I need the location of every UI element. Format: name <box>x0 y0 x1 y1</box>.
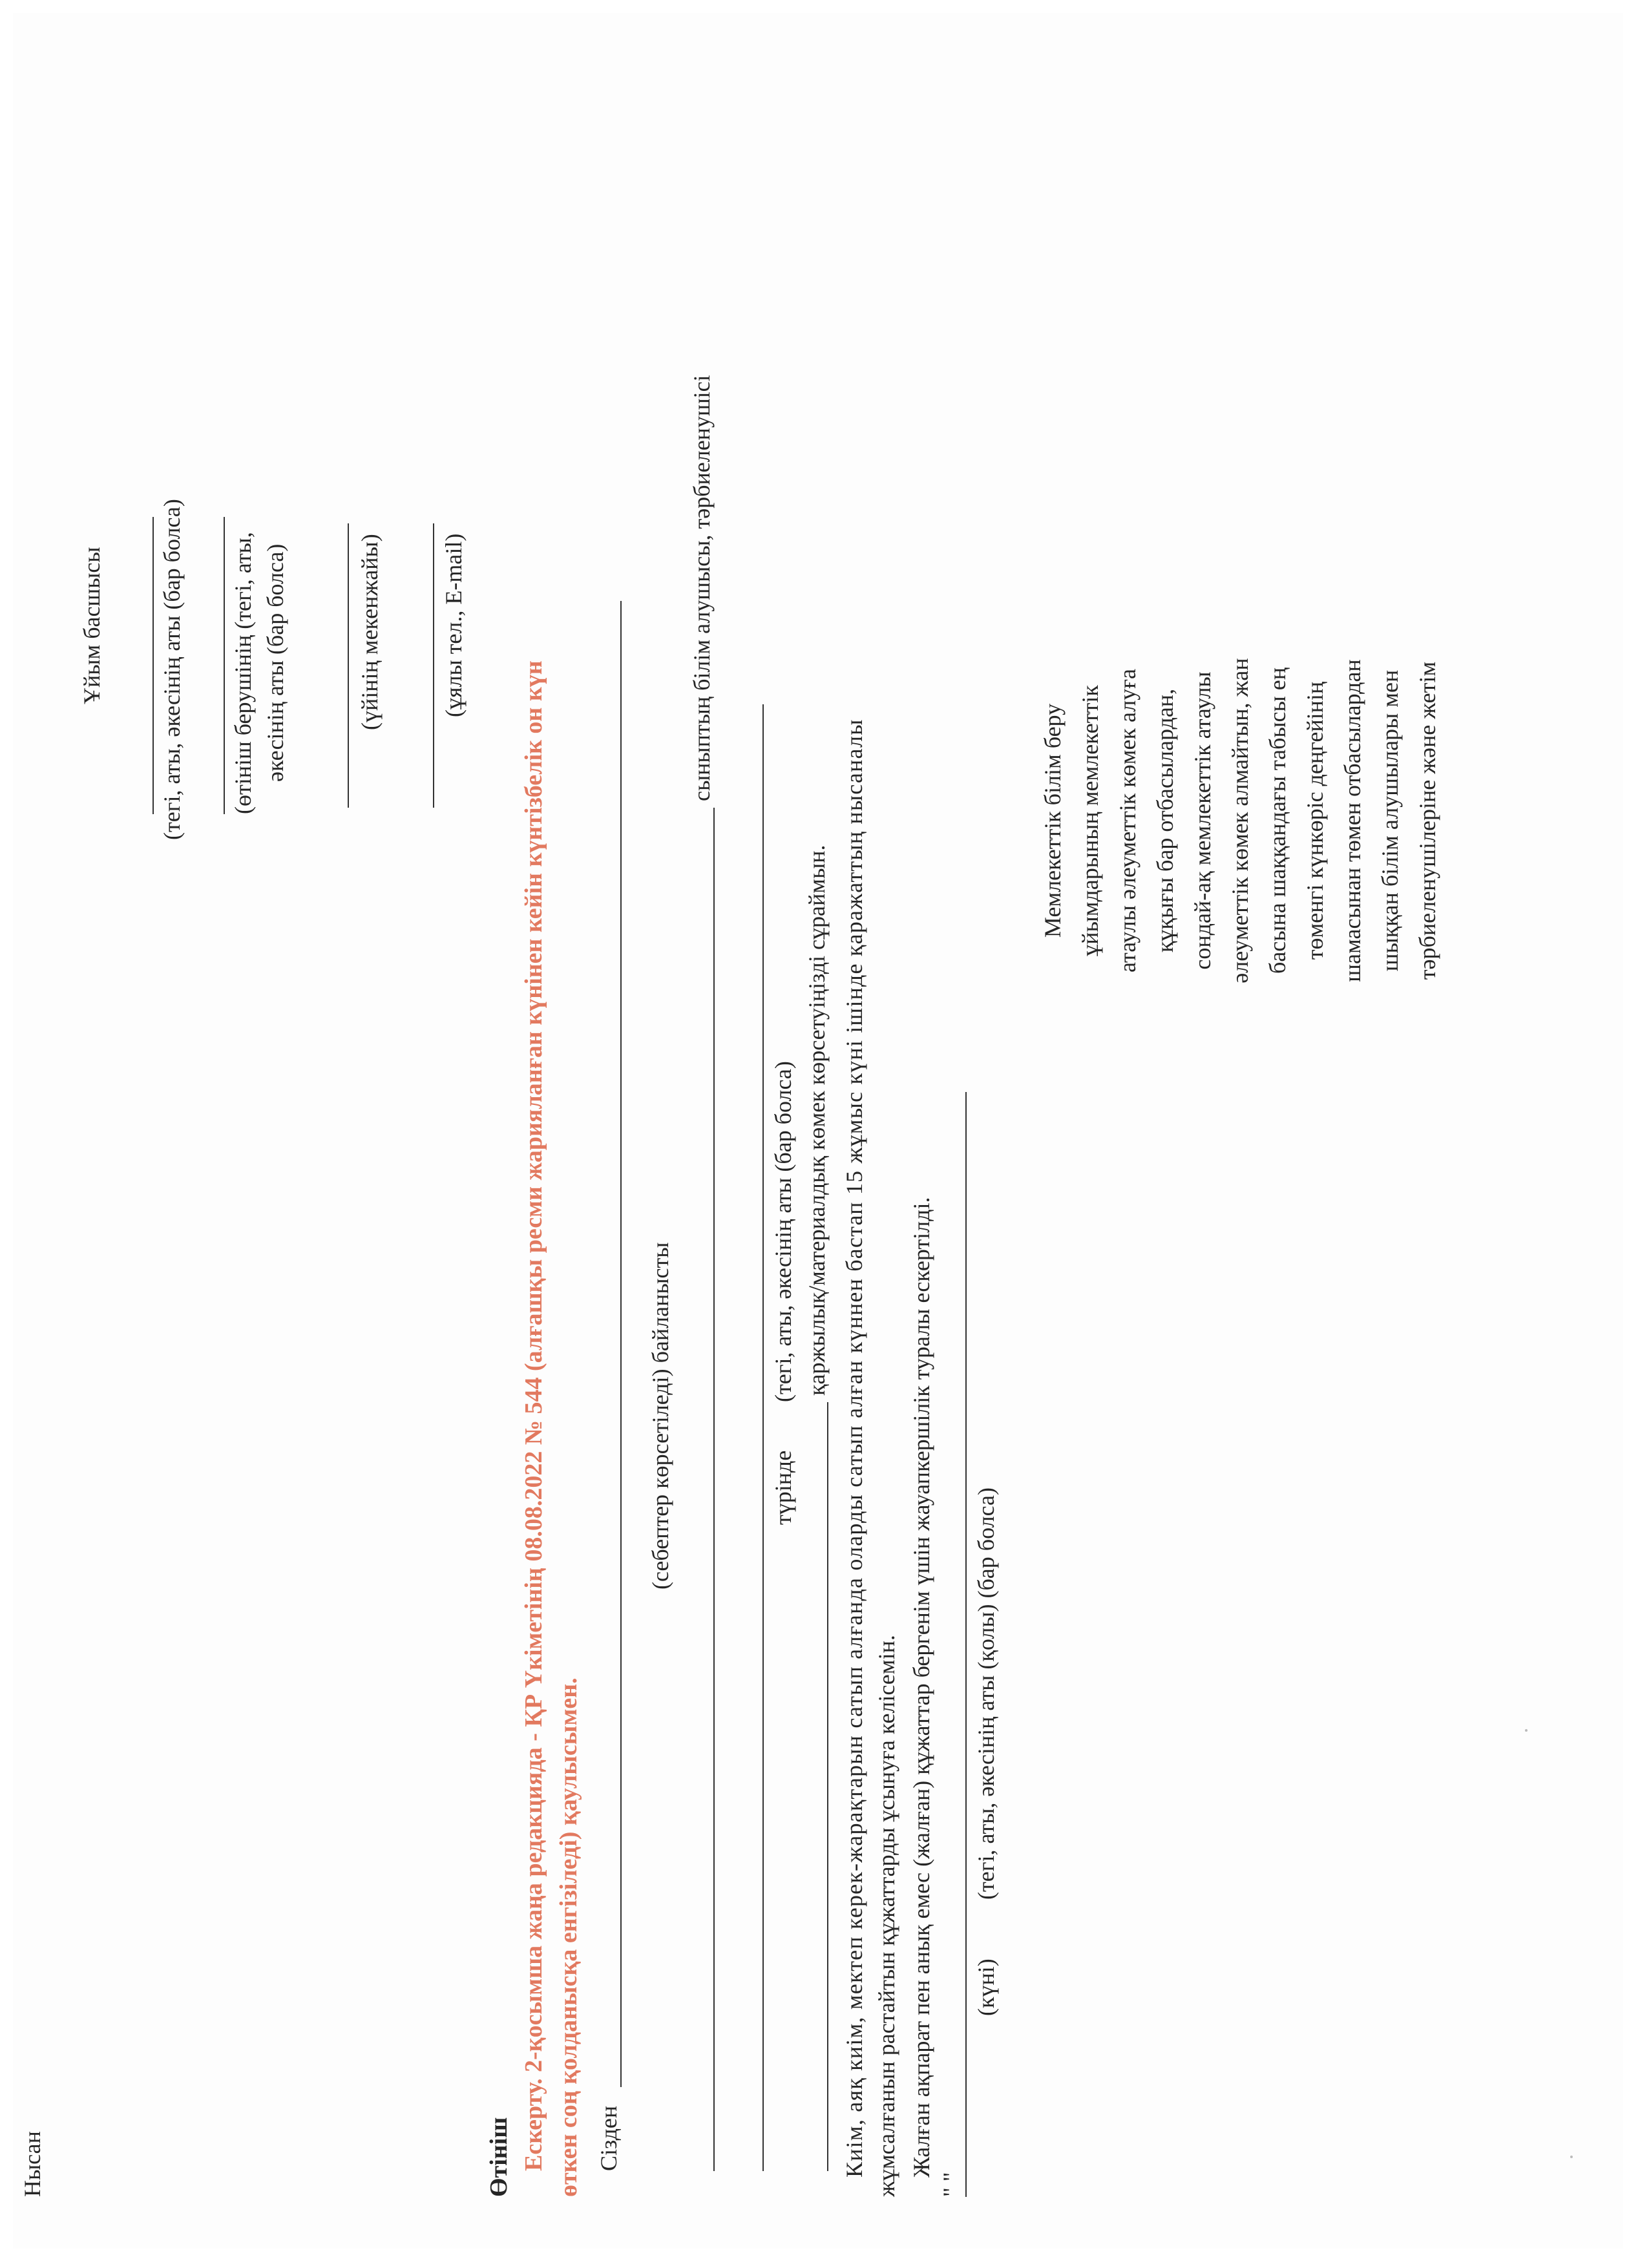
applicant-caption-1: (өтініш берушінің (тегі, аты, <box>230 532 256 814</box>
addressee-title: Ұйым басшысы <box>79 547 105 704</box>
class-student-text: сыныптың білім алушысы, тәрбиеленушісі <box>689 375 715 801</box>
sidebar-line: әлеуметтік көмек алмайтын, жан <box>1227 658 1253 983</box>
sidebar-line: шыққан білім алушылары мен <box>1377 669 1403 972</box>
sidebar-line: Мемлекеттік білім беру <box>1040 703 1066 938</box>
applicant-caption-2: әкесінің аты (бар болса) <box>262 543 288 782</box>
sidebar-line: төменгі күнкөріс деңгейінің <box>1302 681 1328 960</box>
address-caption: (үйінің мекенжайы) <box>357 534 383 730</box>
from-label: Сізден <box>596 2105 622 2171</box>
amendment-note-line-1: Ескерту. 2-қосымша жаңа редакцияда - ҚР Үкіметінің 08.08.2022 № 544 (алғашқы ресми жарияланған күнінен кейін күнтізбелік он күн <box>520 660 547 2171</box>
consent-line-1: Киім, аяқ киім, мектеп керек-жарақтарын сатып алғанда оларды сатып алған күннен бастап 15 жұмыс күні ішінде қаражаттың нысаналы <box>841 719 867 2178</box>
student-name-caption: (тегі, аты, әкесінің аты (бар болса) <box>770 1061 796 1402</box>
sidebar-line: құқығы бар отбасылардан, <box>1152 688 1178 953</box>
rotated-form <box>13 6 1596 2236</box>
signature-line <box>965 1092 967 2197</box>
sign-name-caption: (тегі, аты, әкесінің аты (қолы) (бар болса) <box>973 1487 999 1900</box>
reasons-line <box>620 601 622 2087</box>
sidebar-block <box>1034 601 1446 1040</box>
sidebar-line: атаулы әлеуметтік көмек алуға <box>1115 669 1140 972</box>
sidebar-line: басына шаққандағы табысы ең <box>1265 667 1290 974</box>
sidebar-line: тәрбиеленушілеріне және жетім <box>1414 661 1440 980</box>
scan-speck <box>1570 2156 1573 2158</box>
student-name-line <box>762 704 764 2171</box>
class-line <box>713 808 715 2171</box>
form-inline-label: түрінде <box>770 1450 796 1525</box>
document-title: Өтініш <box>485 2117 512 2197</box>
sign-date-caption: (күні) <box>973 1958 999 2016</box>
applicant-line <box>224 517 225 814</box>
warning-text: Жалған ақпарат пен анық емес (жалған) құжаттар бергенім үшін жауапкершілік туралы ескертілді. <box>909 1197 934 2178</box>
address-line <box>348 523 349 808</box>
scan-speck <box>1525 1729 1528 1732</box>
amendment-note-line-2: өткен соң қолданысқа енгізіледі) қаулысымен. <box>555 1677 582 2197</box>
scanned-page <box>13 13 1623 2249</box>
aid-request-text: қаржылық/материалдық көмек көрсетуіңізді сұраймын. <box>804 845 830 1396</box>
consent-line-2: жұмсалғанын растайтын құжаттарды ұсынуға келісемін. <box>874 1635 899 2197</box>
phone-caption: (ұялы тел., E-mail) <box>441 533 467 717</box>
phone-line <box>433 523 434 808</box>
reasons-caption: (себептер көрсетіледі) байланысты <box>647 1242 673 1590</box>
aid-line <box>827 1402 828 2171</box>
sidebar-line: шамасынан төмен отбасылардан <box>1339 659 1365 982</box>
sidebar-line: ұйымдарының мемлекеттік <box>1077 685 1103 956</box>
sidebar-line: сондай-ақ мемлекеттік атаулы <box>1190 671 1215 970</box>
form-label: Нысан <box>19 2131 45 2197</box>
quote-marks: " " <box>938 2172 964 2197</box>
head-name-caption: (тегі, аты, әкесінің аты (бар болса) <box>159 499 185 840</box>
head-name-line <box>152 517 154 814</box>
